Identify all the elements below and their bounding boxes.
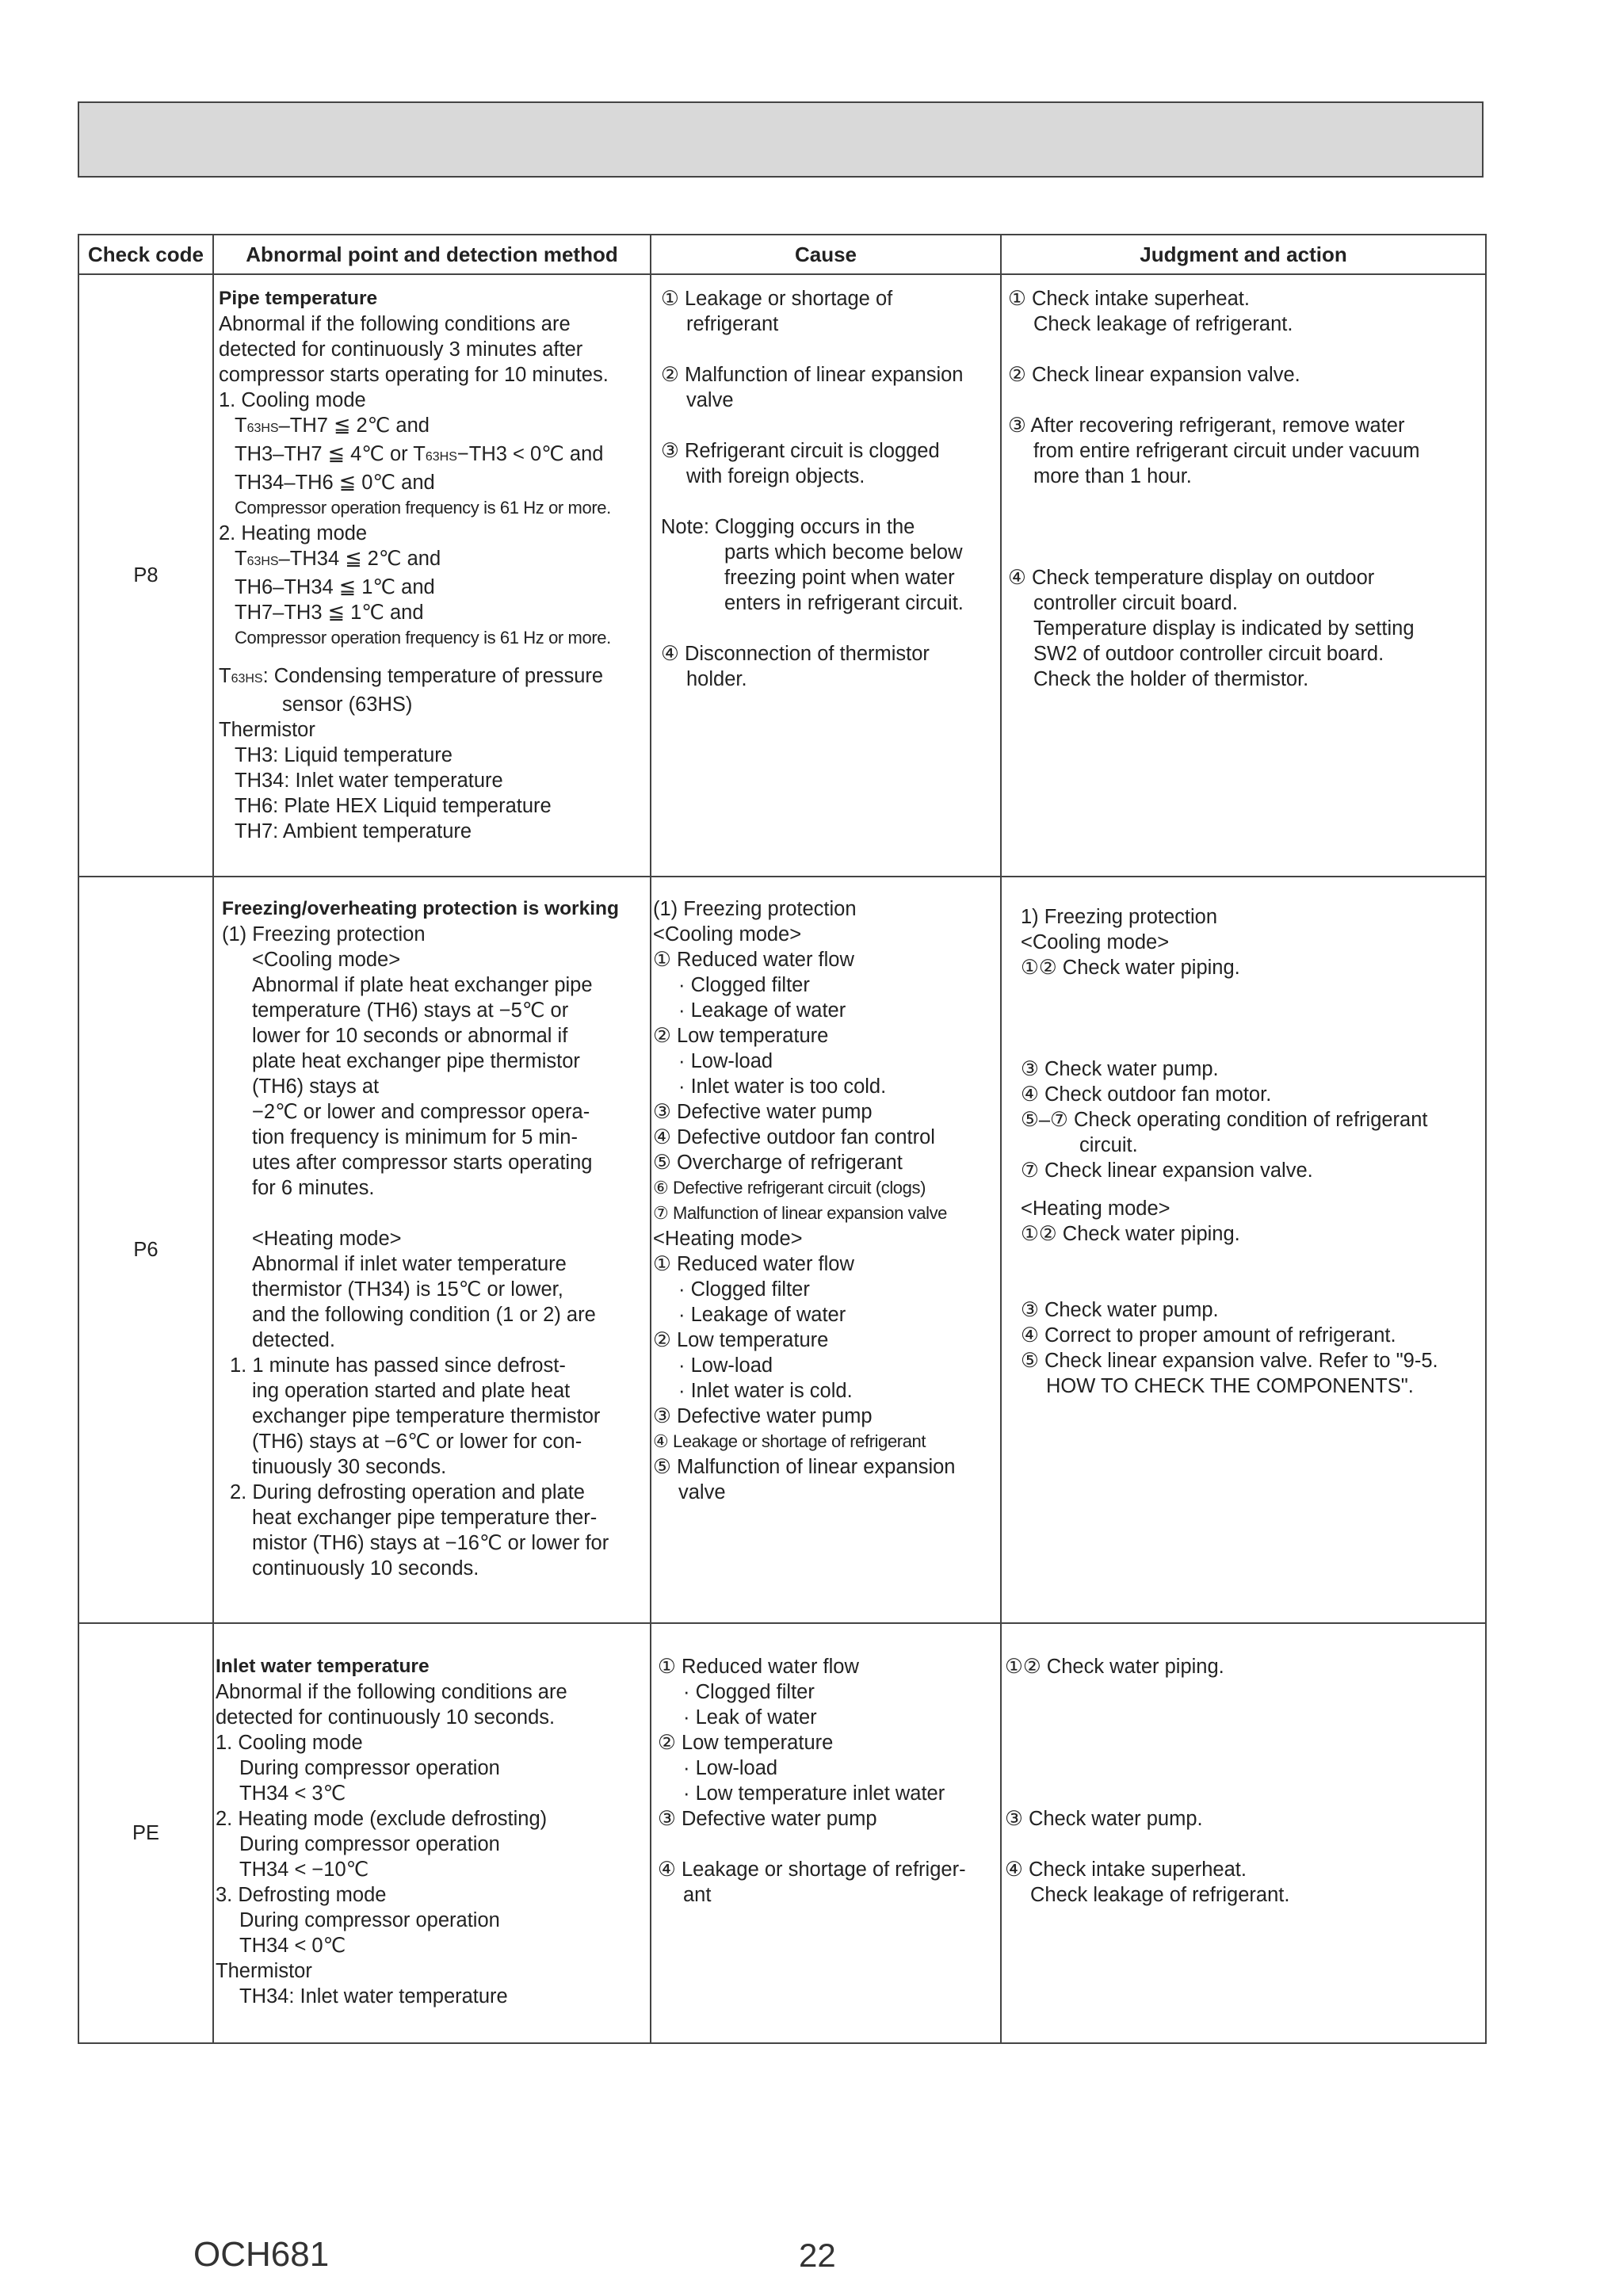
p8-def-1: T63HS: Condensing temperature of pressure [219, 665, 604, 687]
check-code-p8: P8 [78, 274, 213, 877]
pe-text: 1. Cooling mode [216, 1732, 363, 1754]
p6-judgment: ⑦ Check linear expansion valve. [1021, 1159, 1313, 1182]
p8-heat-1: T63HS–TH34 ≦ 2℃ and [235, 548, 441, 570]
p6-text: temperature (TH6) stays at −5℃ or [252, 999, 569, 1022]
p8-thermistor: Thermistor [219, 719, 315, 741]
p6-cause: ④ Leakage or shortage of refrigerant [653, 1431, 926, 1451]
table-row-p6 [78, 877, 1486, 1623]
p8-judgment-3c: more than 1 hour. [1033, 465, 1192, 487]
p6-cause: ① Reduced water flow [653, 1253, 854, 1275]
p8-cause-4: ④ Disconnection of thermistor [661, 643, 930, 665]
pe-text: TH34 < 0℃ [239, 1935, 346, 1957]
p6-judgment: ①② Check water piping. [1021, 957, 1240, 979]
p8-cause-2b: valve [686, 389, 734, 411]
model-number: OCH681 [193, 2235, 330, 2274]
p8-cond-4: Compressor operation frequency is 61 Hz or more. [235, 498, 611, 518]
p6-cause [651, 877, 1001, 1623]
pe-text: Abnormal if the following conditions are [216, 1681, 567, 1703]
p8-judgment-4c: Temperature display is indicated by setting [1033, 617, 1415, 640]
p8-judgment-4d: SW2 of outdoor controller circuit board. [1033, 643, 1384, 665]
p6-cause: (1) Freezing protection [653, 898, 857, 920]
p6-judgment: 1) Freezing protection [1021, 906, 1218, 928]
p8-def-2: sensor (63HS) [282, 693, 413, 716]
p8-judgment-3b: from entire refrigerant circuit under vacuum [1033, 440, 1420, 462]
pe-text: 3. Defrosting mode [216, 1884, 387, 1906]
check-code-table [78, 234, 1487, 2044]
p6-text: tion frequency is minimum for 5 min- [252, 1126, 578, 1148]
p6-cause: ② Low temperature [653, 1329, 829, 1351]
p6-text: Abnormal if inlet water temperature [252, 1253, 567, 1275]
pe-text: During compressor operation [239, 1909, 500, 1931]
pe-text: detected for continuously 10 seconds. [216, 1706, 556, 1729]
p6-judgment: ①② Check water piping. [1021, 1223, 1240, 1245]
p6-text: <Cooling mode> [252, 949, 401, 971]
p8-cond-1: T63HS–TH7 ≦ 2℃ and [235, 415, 430, 437]
p6-cause: <Heating mode> [653, 1228, 803, 1250]
pe-judgment: Check leakage of refrigerant. [1030, 1884, 1290, 1906]
p8-judgment-4e: Check the holder of thermistor. [1033, 668, 1309, 690]
p6-cause: · Inlet water is too cold. [678, 1075, 887, 1098]
p6-cause: · Leakage of water [678, 999, 846, 1022]
p8-cause-3b: with foreign objects. [686, 465, 865, 487]
p6-cause: ③ Defective water pump [653, 1405, 873, 1427]
p8-cause-1: ① Leakage or shortage of [661, 288, 893, 310]
p6-text: (TH6) stays at [252, 1075, 380, 1098]
p6-cause: · Low-load [678, 1050, 773, 1072]
p6-cause: ② Low temperature [653, 1025, 829, 1047]
table-row-pe [78, 1623, 1486, 2043]
p6-cause: ④ Defective outdoor fan control [653, 1126, 935, 1148]
pe-detection [213, 1623, 651, 2043]
p6-text: Abnormal if plate heat exchanger pipe [252, 974, 593, 996]
p8-heat-4: Compressor operation frequency is 61 Hz or more. [235, 628, 611, 648]
p6-judgment: HOW TO CHECK THE COMPONENTS". [1046, 1375, 1414, 1397]
p8-note: Note: Clogging occurs in the [661, 516, 915, 538]
p8-text: Abnormal if the following conditions are [219, 313, 571, 335]
pe-text: TH34 < −10℃ [239, 1859, 369, 1881]
pe-text: 2. Heating mode (exclude defrosting) [216, 1808, 548, 1830]
header-abnormal: Abnormal point and detection method [213, 235, 651, 274]
p8-heat-2: TH6–TH34 ≦ 1℃ and [235, 576, 435, 598]
p6-cause: ⑤ Overcharge of refrigerant [653, 1152, 903, 1174]
p8-text: 2. Heating mode [219, 522, 368, 544]
pe-cause: ant [683, 1884, 712, 1906]
p6-judgment: ⑤–⑦ Check operating condition of refrigerant [1021, 1109, 1428, 1131]
p6-text: 1. 1 minute has passed since defrost- [230, 1354, 566, 1377]
header-judgment: Judgment and action [1001, 235, 1486, 274]
p6-text: −2℃ or lower and compressor opera- [252, 1101, 590, 1123]
p6-text: and the following condition (1 or 2) are [252, 1304, 596, 1326]
page-number: 22 [799, 2237, 836, 2274]
p6-title: Freezing/overheating protection is working [222, 898, 619, 919]
title-banner [78, 101, 1484, 178]
pe-cause: · Leak of water [683, 1706, 817, 1729]
pe-title: Inlet water temperature [216, 1656, 430, 1677]
p6-judgment: circuit. [1079, 1134, 1138, 1156]
table-row-p8 [78, 274, 1486, 877]
p6-cause: ⑦ Malfunction of linear expansion valve [653, 1203, 948, 1223]
p6-detection [213, 877, 651, 1623]
pe-judgment: ③ Check water pump. [1005, 1808, 1203, 1830]
p6-cause: · Inlet water is cold. [678, 1380, 853, 1402]
p6-text: thermistor (TH34) is 15℃ or lower, [252, 1278, 563, 1301]
p6-judgment: ④ Correct to proper amount of refrigerant. [1021, 1324, 1396, 1347]
pe-judgment [1001, 1623, 1486, 2043]
pe-text: Thermistor [216, 1960, 312, 1982]
p6-judgment [1001, 877, 1486, 1623]
p6-text: 2. During defrosting operation and plate [230, 1481, 585, 1503]
p8-note: parts which become below [724, 541, 963, 563]
p6-cause: · Leakage of water [678, 1304, 846, 1326]
p8-cause-4b: holder. [686, 668, 747, 690]
p8-judgment [1001, 274, 1486, 877]
check-code-pe: PE [78, 1623, 213, 2043]
p6-text: <Heating mode> [252, 1228, 402, 1250]
p8-judgment-4: ④ Check temperature display on outdoor [1008, 567, 1375, 589]
pe-cause: ③ Defective water pump [658, 1808, 877, 1830]
p8-title: Pipe temperature [219, 288, 378, 309]
p6-judgment: <Cooling mode> [1021, 931, 1170, 953]
pe-judgment: ①② Check water piping. [1005, 1656, 1224, 1678]
p6-text: continuously 10 seconds. [252, 1557, 479, 1580]
check-code-p6: P6 [78, 877, 213, 1623]
p8-heat-3: TH7–TH3 ≦ 1℃ and [235, 602, 424, 624]
pe-text: During compressor operation [239, 1833, 500, 1855]
p8-text: 1. Cooling mode [219, 389, 366, 411]
p8-cond-2: TH3–TH7 ≦ 4℃ or T63HS−TH3 < 0℃ and [235, 443, 604, 465]
p6-text: mistor (TH6) stays at −16℃ or lower for [252, 1532, 609, 1554]
p8-cause-1b: refrigerant [686, 313, 779, 335]
p8-judgment-1b: Check leakage of refrigerant. [1033, 313, 1293, 335]
p6-judgment: ③ Check water pump. [1021, 1058, 1219, 1080]
p6-cause: · Clogged filter [678, 1278, 810, 1301]
pe-text: TH34 < 3℃ [239, 1782, 346, 1805]
p8-judgment-1: ① Check intake superheat. [1008, 288, 1250, 310]
p6-judgment: ③ Check water pump. [1021, 1299, 1219, 1321]
p6-cause: ① Reduced water flow [653, 949, 854, 971]
pe-text: During compressor operation [239, 1757, 500, 1779]
pe-cause: · Clogged filter [683, 1681, 815, 1703]
p6-text: ing operation started and plate heat [252, 1380, 571, 1402]
p6-text: plate heat exchanger pipe thermistor [252, 1050, 580, 1072]
p6-cause: <Cooling mode> [653, 923, 802, 946]
p8-th3: TH3: Liquid temperature [235, 744, 453, 766]
p6-judgment: ⑤ Check linear expansion valve. Refer to "9-5. [1021, 1350, 1438, 1372]
p8-detection [213, 274, 651, 877]
pe-cause: ④ Leakage or shortage of refriger- [658, 1859, 966, 1881]
p8-note: enters in refrigerant circuit. [724, 592, 964, 614]
table-header-row [78, 235, 1486, 274]
p8-judgment-4b: controller circuit board. [1033, 592, 1238, 614]
p8-text: detected for continuously 3 minutes after [219, 338, 583, 361]
p6-text: detected. [252, 1329, 335, 1351]
pe-text: TH34: Inlet water temperature [239, 1985, 508, 2008]
p6-text: for 6 minutes. [252, 1177, 375, 1199]
p8-cause-3: ③ Refrigerant circuit is clogged [661, 440, 940, 462]
p6-text: utes after compressor starts operating [252, 1152, 593, 1174]
p6-judgment: <Heating mode> [1021, 1198, 1170, 1220]
p6-cause: valve [678, 1481, 726, 1503]
p8-judgment-2: ② Check linear expansion valve. [1008, 364, 1300, 386]
p6-text: lower for 10 seconds or abnormal if [252, 1025, 568, 1047]
p6-cause: ⑥ Defective refrigerant circuit (clogs) [653, 1178, 926, 1198]
p8-th6: TH6: Plate HEX Liquid temperature [235, 795, 552, 817]
p8-cause-2: ② Malfunction of linear expansion [661, 364, 964, 386]
p8-cause [651, 274, 1001, 877]
p8-th7: TH7: Ambient temperature [235, 820, 472, 842]
pe-judgment: ④ Check intake superheat. [1005, 1859, 1247, 1881]
header-cause: Cause [651, 235, 1001, 274]
p8-cond-3: TH34–TH6 ≦ 0℃ and [235, 472, 435, 494]
p6-judgment: ④ Check outdoor fan motor. [1021, 1083, 1272, 1106]
p8-note: freezing point when water [724, 567, 955, 589]
p6-cause: · Clogged filter [678, 974, 810, 996]
p6-text: exchanger pipe temperature thermistor [252, 1405, 601, 1427]
p6-text: (TH6) stays at −6℃ or lower for con- [252, 1431, 582, 1453]
pe-cause: · Low-load [683, 1757, 778, 1779]
p8-judgment-3: ③ After recovering refrigerant, remove water [1008, 415, 1405, 437]
p8-text: compressor starts operating for 10 minutes. [219, 364, 609, 386]
header-check-code: Check code [78, 235, 213, 274]
p6-cause: · Low-load [678, 1354, 773, 1377]
p8-th34: TH34: Inlet water temperature [235, 770, 503, 792]
pe-cause: ② Low temperature [658, 1732, 834, 1754]
pe-cause [651, 1623, 1001, 2043]
pe-cause: · Low temperature inlet water [683, 1782, 945, 1805]
p6-text: (1) Freezing protection [222, 923, 426, 946]
p6-text: tinuously 30 seconds. [252, 1456, 447, 1478]
p6-text: heat exchanger pipe temperature ther- [252, 1507, 598, 1529]
pe-cause: ① Reduced water flow [658, 1656, 859, 1678]
p6-cause: ⑤ Malfunction of linear expansion [653, 1456, 956, 1478]
p6-cause: ③ Defective water pump [653, 1101, 873, 1123]
